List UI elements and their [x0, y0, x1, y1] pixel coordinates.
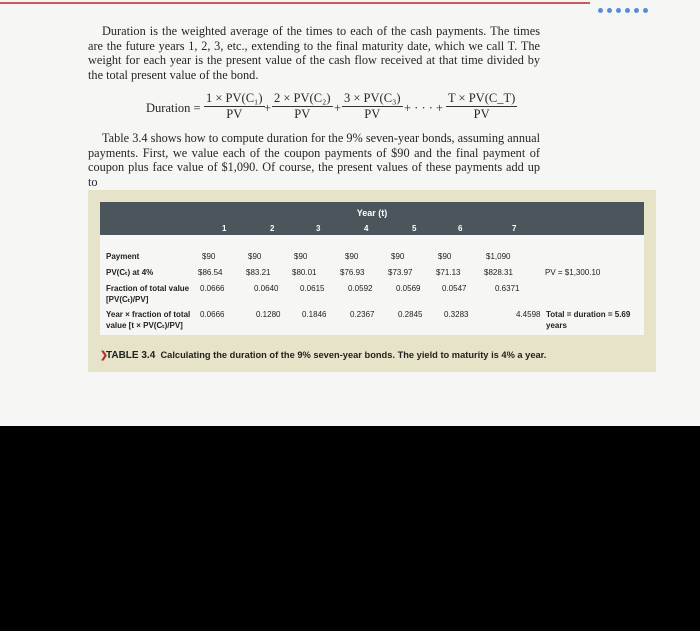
year-col-3: 3 [316, 224, 321, 233]
term2-numerator: 2 × PV(C₂) [274, 91, 331, 105]
ellipsis-sum: + · · · + [404, 101, 444, 115]
table-caption [100, 350, 660, 361]
row-payment-label: Payment [106, 252, 140, 261]
table-cell: $76.93 [340, 268, 365, 277]
termT-denominator: PV [473, 107, 490, 121]
table-cell: $71.13 [436, 268, 461, 277]
table-cell: 4.4598 [516, 310, 541, 319]
caption-tag: TABLE 3.4 [106, 350, 156, 361]
table-cell: 0.0547 [442, 284, 467, 293]
table-3-4-box [88, 190, 656, 372]
caption-arrow-icon: ❯ [100, 350, 108, 360]
row-weighted-label-2: value [t × PV(Cₜ)/PV] [106, 321, 183, 330]
table-cell: 0.6371 [495, 284, 520, 293]
top-rule [0, 2, 590, 4]
table-cell: $86.54 [198, 268, 223, 277]
table-cell: $90 [202, 252, 216, 261]
table-cell: $73.97 [388, 268, 413, 277]
table-cell: $90 [391, 252, 405, 261]
termT-numerator: T × PV(C_T) [448, 91, 516, 105]
duration-unit: years [546, 321, 567, 330]
row-pv-label: PV(Cₜ) at 4% [106, 268, 154, 277]
year-col-2: 2 [270, 224, 275, 233]
row-fraction-label: Fraction of total value [106, 284, 190, 293]
equation-term-t [446, 91, 517, 122]
duration-total: Total = duration = 5.69 [546, 310, 631, 319]
row-fraction-label-2: [PV(Cₜ)/PV] [106, 295, 149, 304]
table-cell: 0.1280 [256, 310, 281, 319]
pv-total: PV = $1,300.10 [545, 268, 601, 277]
paragraph-table-intro [88, 131, 540, 190]
table-cell: $83.21 [246, 268, 271, 277]
table-cell: 0.0666 [200, 310, 225, 319]
year-col-6: 6 [458, 224, 463, 233]
page-dot [616, 8, 621, 13]
table-cell: 0.1846 [302, 310, 327, 319]
table-cell: $90 [345, 252, 359, 261]
table-cell: 0.0615 [300, 284, 325, 293]
para2-text: Table 3.4 shows how to compute duration for the 9% seven-year bonds, assuming annual payments. First, we value each of the coupon payments of $90 and the final payment of coupon plus face value of $1,090. Of course, the present values of these payments add up to [88, 131, 540, 190]
black-lower-area [0, 426, 700, 631]
year-col-1: 1 [222, 224, 227, 233]
term3-numerator: 3 × PV(C₃) [344, 91, 401, 105]
caption-text: Calculating the duration of the 9% seven-year bonds. The yield to maturity is 4% a year. [160, 350, 547, 360]
table-cell: 0.0592 [348, 284, 373, 293]
table-cell: $828.31 [484, 268, 513, 277]
term2-denominator: PV [294, 107, 311, 121]
equation-lhs: Duration = [146, 101, 201, 115]
term1-denominator: PV [226, 107, 243, 121]
table-header [100, 202, 644, 235]
year-header: Year (t) [356, 208, 388, 218]
table-cell: $90 [294, 252, 308, 261]
table-cell: $90 [438, 252, 452, 261]
table-cell: 0.0569 [396, 284, 421, 293]
page-dot [625, 8, 630, 13]
para1-text: Duration is the weighted average of the times to each of the cash payments. The times are the future years 1, 2, 3, etc., extending to the final maturity date, which we call T. The weight for each year is the present value of the cash flow received at that time divided by the total present value of the bond. [88, 24, 540, 83]
table-cell: $80.01 [292, 268, 317, 277]
plus-sign-2: + [334, 101, 342, 115]
paragraph-duration-definition [88, 24, 540, 83]
table-cell: 0.2845 [398, 310, 423, 319]
table-cell: 0.3283 [444, 310, 469, 319]
page-dot [607, 8, 612, 13]
table-cell: 0.2367 [350, 310, 375, 319]
year-col-7: 7 [512, 224, 517, 233]
equation-term-3 [342, 91, 403, 122]
table-cell: $90 [248, 252, 262, 261]
term1-numerator: 1 × PV(C₁) [206, 91, 263, 105]
table-body [100, 235, 644, 335]
duration-equation [146, 91, 566, 127]
page-dots [598, 0, 652, 8]
year-col-4: 4 [364, 224, 369, 233]
row-weighted-label: Year × fraction of total [106, 310, 191, 319]
page-dot [643, 8, 648, 13]
plus-sign-1: + [264, 101, 272, 115]
equation-term-1 [204, 91, 265, 122]
page-dot [634, 8, 639, 13]
term3-denominator: PV [364, 107, 381, 121]
table-cell: 0.0666 [200, 284, 225, 293]
equation-term-2 [272, 91, 333, 122]
table-cell: $1,090 [486, 252, 511, 261]
year-col-5: 5 [412, 224, 417, 233]
page-dot [598, 8, 603, 13]
table-cell: 0.0640 [254, 284, 279, 293]
